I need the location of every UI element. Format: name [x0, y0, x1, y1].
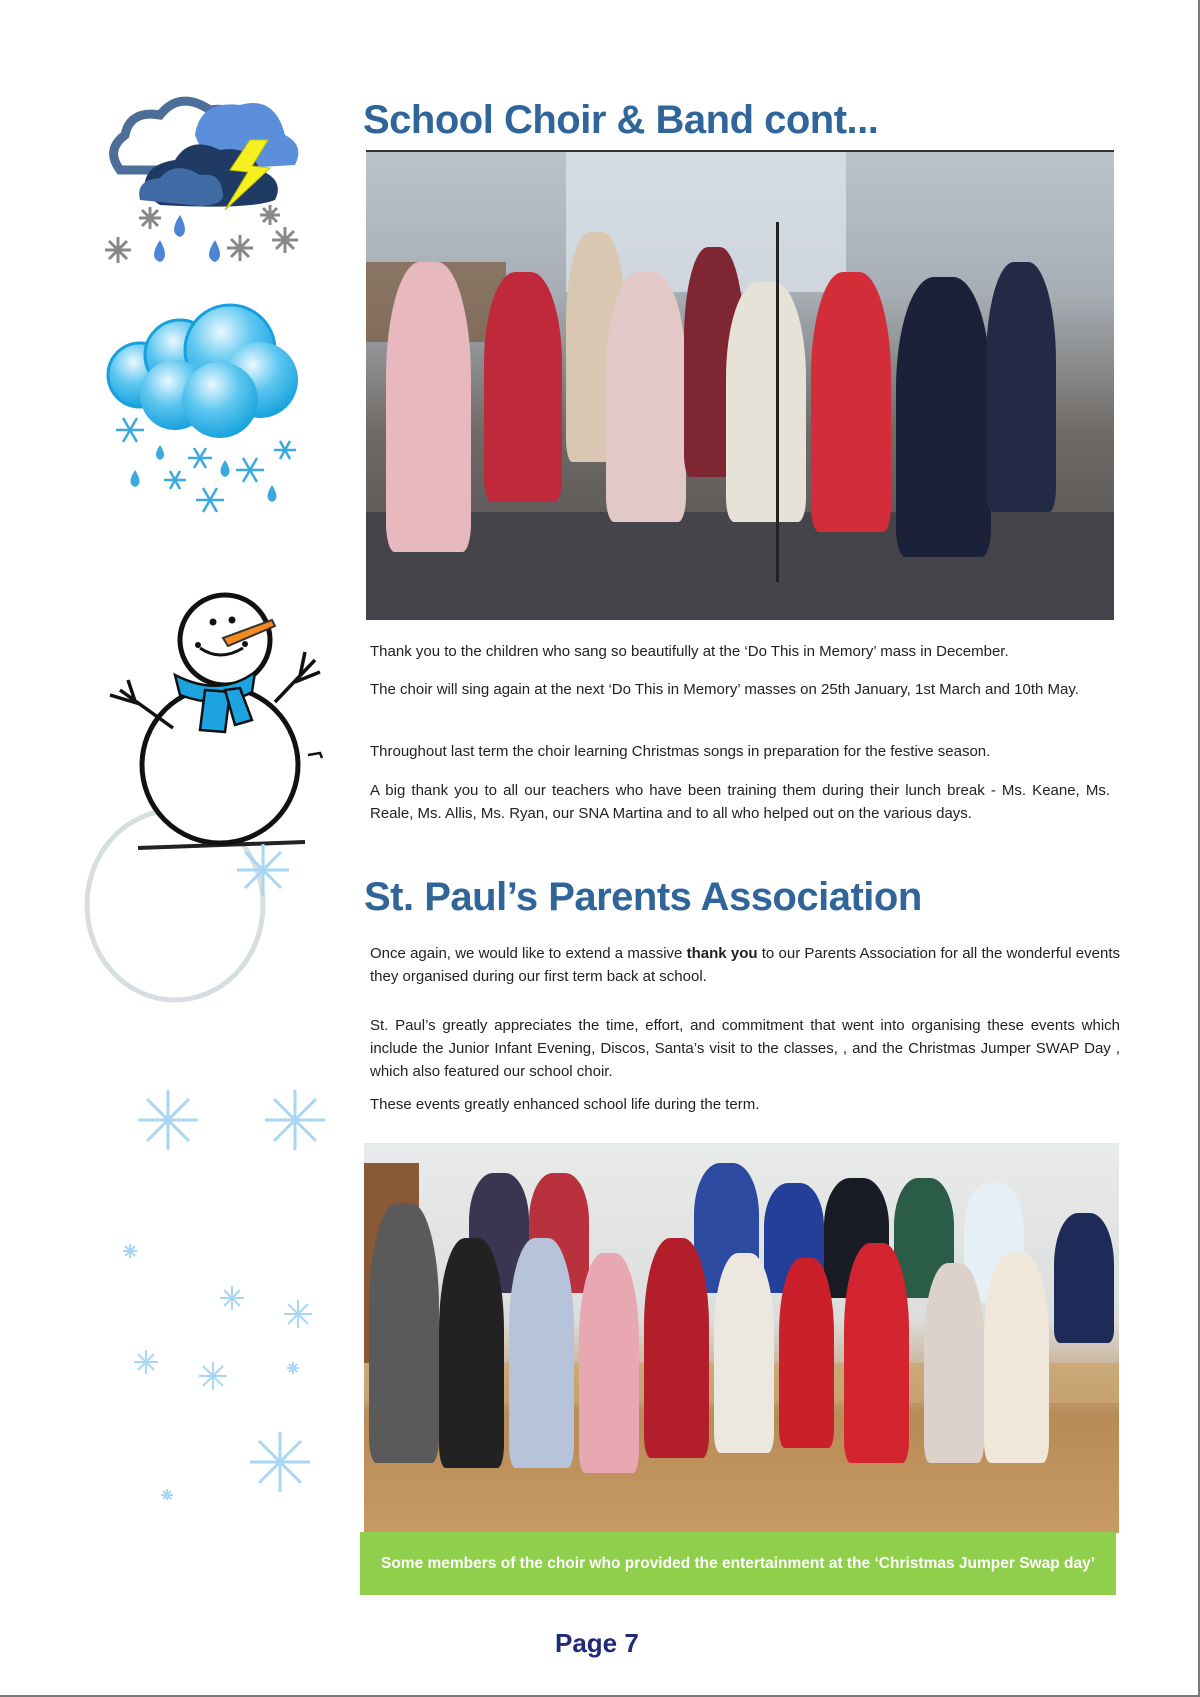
paragraph: A big thank you to all our teachers who have been training them during their lunch break - Ms. Keane, Ms. Reale, Ms. Allis, Ms. Ryan, our SNA Martina and to all who helped out on the various days.: [370, 782, 1110, 822]
snowflake-icon: [80, 1070, 340, 1500]
page-number: Page 7: [555, 1628, 639, 1658]
storm-cloud-icon: [100, 90, 310, 275]
section-heading-parents-association: St. Paul’s Parents Association: [364, 875, 922, 919]
section-heading-choir: School Choir & Band cont...: [363, 98, 879, 142]
paragraph: Thank you to the children who sang so beautifully at the ‘Do This in Memory’ mass in December.: [370, 643, 1009, 660]
emphasis-thank-you: thank you: [686, 945, 758, 962]
paragraph: Throughout last term the choir learning Christmas songs in preparation for the festive season.: [370, 743, 991, 760]
choir-hall-photo: [364, 1143, 1119, 1533]
photo-caption: Some members of the choir who provided the entertainment at the ‘Christmas Jumper Swap day’: [360, 1532, 1116, 1595]
snow-cloud-icon: [100, 300, 310, 515]
paragraph: Once again, we would like to extend a massive thank you to our Parents Association for all the wonderful events they organised during our first term back at school.: [370, 945, 1120, 985]
paragraph: These events greatly enhanced school life during the term.: [370, 1096, 760, 1113]
choir-church-photo: [366, 150, 1114, 620]
snowman-icon: [80, 580, 340, 1040]
paragraph: The choir will sing again at the next ‘Do This in Memory’ masses on 25th January, 1st March and 10th May.: [370, 681, 1079, 698]
paragraph: St. Paul’s greatly appreciates the time, effort, and commitment that went into organising these events which include the Junior Infant Evening, Discos, Santa’s visit to the classes, , and the Christmas Jumper SWAP Day , which also featured our school choir.: [370, 1017, 1120, 1080]
